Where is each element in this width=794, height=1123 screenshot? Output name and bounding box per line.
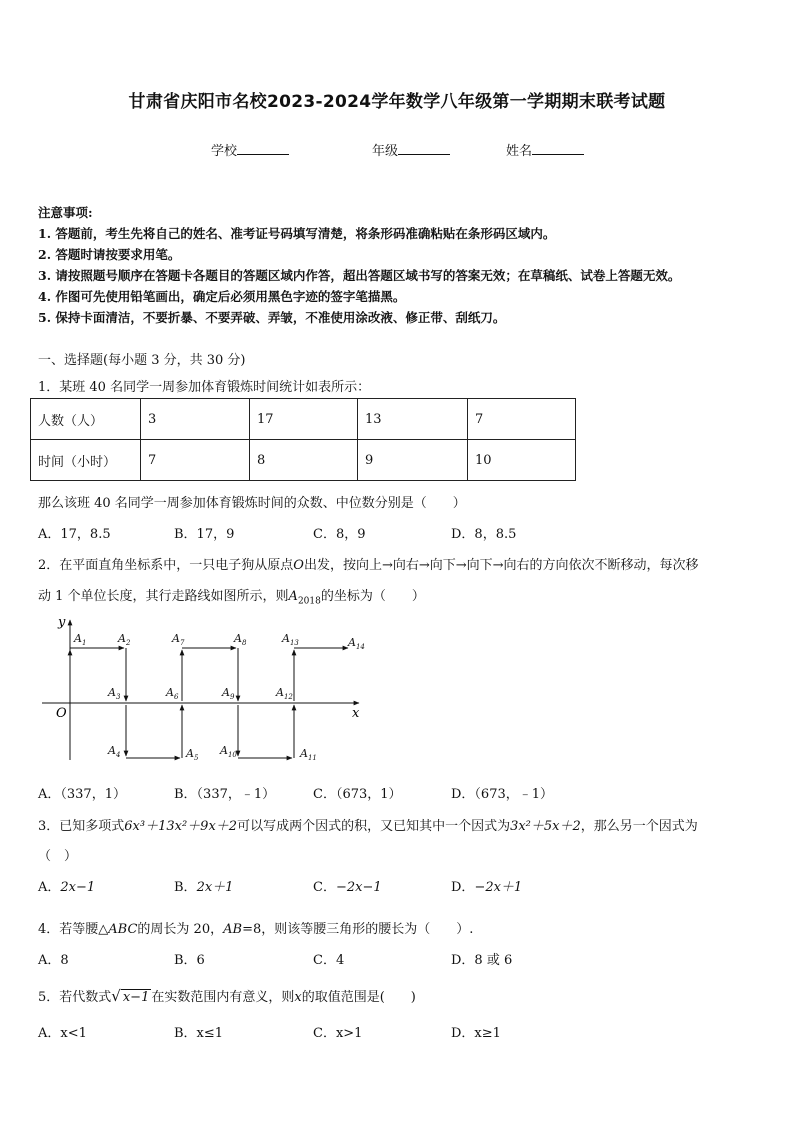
point-label-a2: $A_2$	[118, 632, 131, 647]
option-expr: −2x＋1	[474, 880, 523, 895]
origin-label: O	[56, 706, 67, 721]
q3-option-c[interactable]	[313, 876, 382, 895]
name-label: 姓名	[506, 144, 533, 159]
table-cell: 9	[358, 440, 468, 481]
notice-item: 1. 答题前，考生先将自己的姓名、准考证号码填写清楚，将条形码准确粘贴在条形码区域内。	[38, 226, 556, 241]
q3-line1	[38, 815, 698, 834]
point-label-sub: 11	[307, 754, 317, 762]
q1-stem: 1．某班 40 名同学一周参加体育锻炼时间统计如表所示：	[38, 380, 371, 395]
q5-text: 5．若代数式	[38, 990, 112, 1005]
q2-line1	[38, 554, 699, 573]
q5-var: x	[294, 990, 302, 1005]
point-label-a7: $A_7$	[172, 632, 185, 647]
q5-text: 在实数范围内有意义，则	[151, 990, 295, 1005]
table-cell: 人数（人）	[31, 399, 141, 440]
q4-option-b[interactable]: B．6	[174, 953, 205, 968]
q2-option-b[interactable]: B．（337，﹣1）	[174, 787, 276, 802]
grade-blank[interactable]	[398, 142, 450, 155]
notice-item: 4. 作图可先使用铅笔画出，确定后必须用黑色字迹的签字笔描黑。	[38, 289, 406, 304]
q4-segment: AB	[223, 922, 243, 937]
option-expr: 2x＋1	[196, 880, 234, 895]
q3-polynomial: 6x³＋13x²＋9x＋2	[124, 819, 238, 834]
q2-option-c[interactable]: C．（673，1）	[313, 787, 402, 802]
point-label-sub: 4	[115, 751, 121, 759]
q2-graph	[38, 612, 378, 774]
axis-label-x: x	[352, 706, 360, 721]
grade-label: 年级	[372, 144, 399, 159]
q2-line2	[38, 585, 425, 607]
axis-label-y: y	[58, 615, 66, 630]
q3-text: ，那么另一个因式为	[580, 819, 698, 834]
point-label-sub: 5	[193, 754, 199, 762]
school-field	[211, 140, 289, 159]
section-heading: 一、选择题(每小题 3 分，共 30 分)	[38, 353, 246, 368]
q3-line2: （ ）	[38, 849, 78, 864]
q2-point: A	[288, 589, 298, 604]
table-cell: 7	[141, 440, 250, 481]
table-cell: 时间（小时）	[31, 440, 141, 481]
point-label-sub: 14	[355, 643, 365, 651]
q3-option-a[interactable]	[38, 876, 95, 895]
point-label-a6: $A_6$	[166, 686, 179, 701]
q4-text: 4．若等腰△	[38, 922, 109, 937]
point-label-a11: $A_{11}$	[300, 747, 317, 762]
q5-option-a[interactable]: A．x<1	[38, 1026, 87, 1041]
table-row	[31, 440, 576, 481]
point-label-sub: 13	[289, 639, 299, 647]
q3-text: 3．已知多项式	[38, 819, 125, 834]
point-label-a4: $A_4$	[108, 744, 121, 759]
q2-origin: O	[293, 558, 304, 573]
q1-question: 那么该班 40 名同学一周参加体育锻炼时间的众数、中位数分别是（ ）	[38, 496, 466, 511]
q2-option-a[interactable]: A．（337，1）	[38, 787, 126, 802]
notice-heading: 注意事项:	[38, 205, 93, 220]
school-label: 学校	[211, 144, 238, 159]
grade-field	[372, 140, 450, 159]
q2-text: 的坐标为（ ）	[320, 589, 425, 604]
option-expr: −2x−1	[335, 880, 382, 895]
name-field	[506, 140, 584, 159]
q3-factor: 3x²＋5x＋2	[510, 819, 581, 834]
sqrt-sign: √	[111, 987, 121, 1005]
q5-line	[38, 986, 416, 1005]
q5-radicand: x−1	[122, 990, 150, 1005]
q3-option-b[interactable]	[174, 876, 233, 895]
school-blank[interactable]	[237, 142, 289, 155]
q3-option-d[interactable]	[451, 876, 522, 895]
q3-text: 可以写成两个因式的积，又已知其中一个因式为	[237, 819, 511, 834]
q1-option-b[interactable]: B．17，9	[174, 527, 235, 542]
option-expr: 2x−1	[60, 880, 96, 895]
q5-text: 的取值范围是( )	[301, 990, 416, 1005]
table-cell: 13	[358, 399, 468, 440]
table-cell: 10	[468, 440, 576, 481]
q4-text: 的周长为 20，	[137, 922, 224, 937]
point-label-a10: $A_{10}$	[220, 744, 237, 759]
point-label-a1: $A_1$	[74, 632, 87, 647]
point-label-a5: $A_5$	[186, 747, 199, 762]
table-row	[31, 399, 576, 440]
q2-text: 出发，按向上→向右→向下→向下→向右的方向依次不断移动，每次移	[303, 558, 699, 573]
point-label-sub: 7	[179, 639, 185, 647]
page-title: 甘肃省庆阳市名校2023-2024学年数学八年级第一学期期末联考试题	[128, 92, 666, 112]
q2-text: 2．在平面直角坐标系中，一只电子狗从原点	[38, 558, 294, 573]
point-label-sub: 12	[283, 693, 293, 701]
notice-item: 3. 请按照题号顺序在答题卡各题目的答题区域内作答，超出答题区域书写的答案无效；在草稿纸、试卷上答题无效。	[38, 268, 681, 283]
q4-text: =8，则该等腰三角形的腰长为（ ）.	[242, 922, 474, 937]
point-label-sub: 8	[241, 639, 247, 647]
q2-point-sub: 2018	[297, 596, 321, 607]
point-label-sub: 6	[173, 693, 179, 701]
option-letter: D．	[451, 880, 475, 895]
point-label-a14: $A_{14}$	[348, 636, 365, 651]
q1-option-a[interactable]: A．17，8.5	[38, 527, 111, 542]
point-label-a13: $A_{13}$	[282, 632, 299, 647]
point-label-sub: 3	[115, 693, 121, 701]
notice-item: 2. 答题时请按要求用笔。	[38, 247, 181, 262]
name-blank[interactable]	[532, 142, 584, 155]
q1-table	[30, 398, 576, 481]
option-letter: B．	[174, 880, 197, 895]
q1-option-d[interactable]: D．8，8.5	[451, 527, 517, 542]
table-cell: 8	[250, 440, 358, 481]
option-letter: A．	[38, 880, 61, 895]
q4-line	[38, 918, 473, 937]
point-label-sub: 9	[229, 693, 235, 701]
q4-triangle: ABC	[108, 922, 138, 937]
table-cell: 17	[250, 399, 358, 440]
q5-option-d[interactable]: D．x≥1	[451, 1026, 501, 1041]
q1-option-c[interactable]: C．8，9	[313, 527, 366, 542]
notice-item: 5. 保持卡面清洁，不要折暴、不要弄破、弄皱，不准使用涂改液、修正带、刮纸刀。	[38, 310, 506, 325]
q2-text: 动 1 个单位长度，其行走路线如图所示，则	[38, 589, 289, 604]
point-label-sub: 1	[81, 639, 87, 647]
point-label-sub: 2	[125, 639, 131, 647]
q4-option-d[interactable]: D．8 或 6	[451, 953, 513, 968]
option-letter: C．	[313, 880, 336, 895]
point-label-a3: $A_3$	[108, 686, 121, 701]
table-cell: 3	[141, 399, 250, 440]
q5-option-c[interactable]: C．x>1	[313, 1026, 363, 1041]
q4-option-c[interactable]: C．4	[313, 953, 345, 968]
q4-option-a[interactable]: A．8	[38, 953, 69, 968]
table-cell: 7	[468, 399, 576, 440]
point-label-a12: $A_{12}$	[276, 686, 293, 701]
q2-option-d[interactable]: D．（673，﹣1）	[451, 787, 554, 802]
point-label-sub: 10	[227, 751, 237, 759]
q5-option-b[interactable]: B．x≤1	[174, 1026, 224, 1041]
point-label-a8: $A_8$	[234, 632, 247, 647]
point-label-a9: $A_9$	[222, 686, 235, 701]
